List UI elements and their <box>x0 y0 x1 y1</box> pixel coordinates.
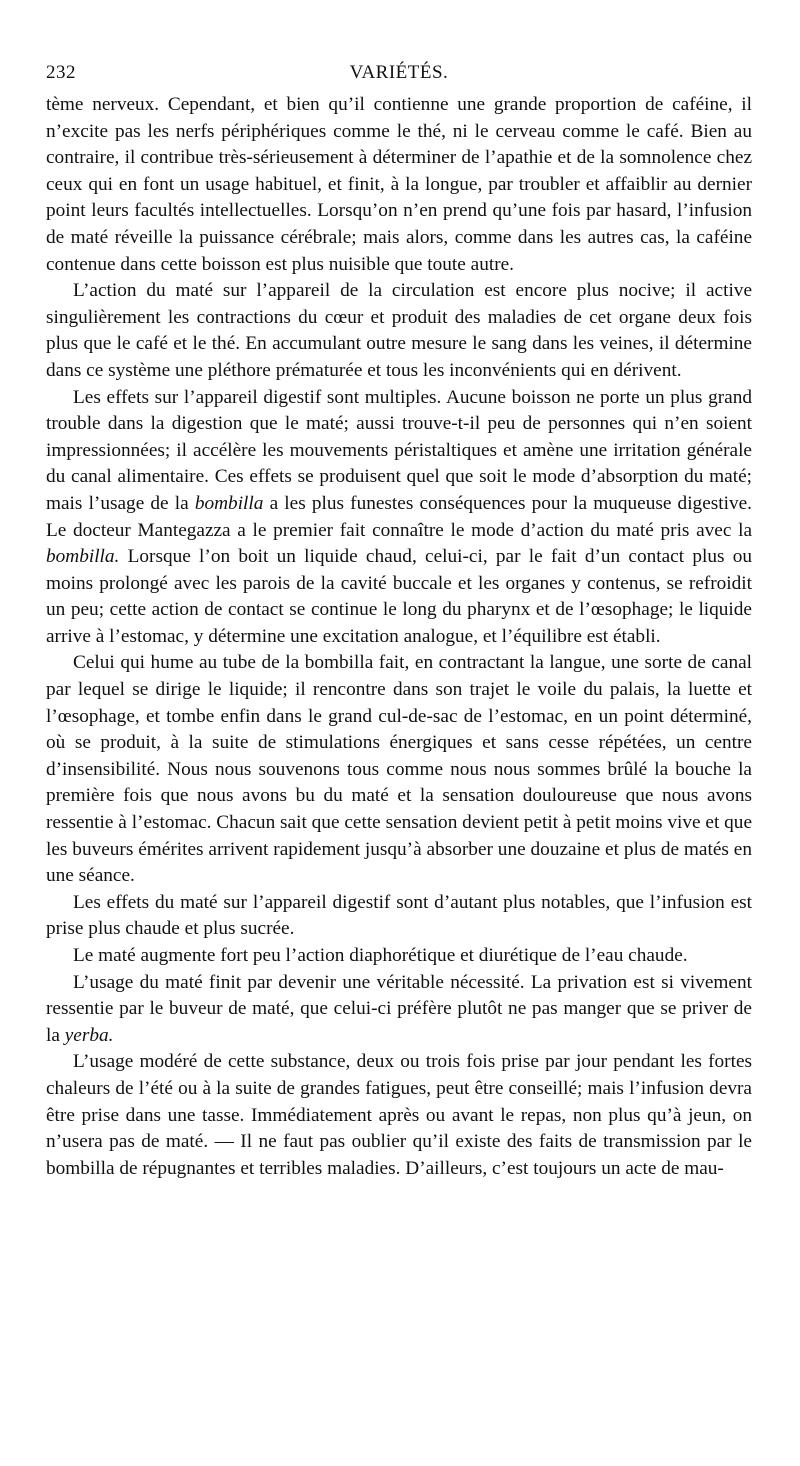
text-run: Lorsque l’on boit un liquide chaud, celui-ci, par le fait d’un contact plus ou moins prolongé avec les parois de la cavité buccale et les organes y contenus, se refroidit un peu; cette action de contact se continue le long du pharynx et de l’œsophage; le liquide arrive à l’estomac, y détermine une excitation analogue, et l’équilibre est établi. <box>46 546 752 647</box>
running-head: VARIÉTÉS. <box>349 62 449 83</box>
text-run: L’usage modéré de cette substance, deux ou trois fois prise par jour pendant les fortes chaleurs de l’été ou à la suite de grandes fatigues, peut être conseillé; mais l’infusion devra être prise dans une tasse. Immédiatement après ou avant le repas, non plus qu’à jeun, on n’usera pas de maté. — Il ne faut pas oublier qu’il existe des faits de transmission par le bombilla de répugnantes et terribles maladies. D’ailleurs, c’est toujours un acte de mau- <box>46 1051 752 1179</box>
paragraph <box>46 890 752 943</box>
paragraph <box>46 650 752 889</box>
body-text <box>46 92 752 1182</box>
text-run: Les effets du maté sur l’appareil digestif sont d’autant plus notables, que l’infusion est prise plus chaude et plus sucrée. <box>46 891 752 940</box>
text-run: Les effets sur l’appareil digestif sont multiples. Aucune boisson ne porte un plus grand trouble dans la digestion que le maté; aussi trouve-t-il peu de personnes qui n’en soient impressionnées; il accélère les mouvements péristaltiques et amène une irritation générale du canal alimentaire. Ces effets se produisent quel que soit le mode d’absorption du maté; mais l’usage de la <box>46 386 752 514</box>
italic-term: bombilla. <box>46 546 120 568</box>
paragraph <box>46 385 752 651</box>
text-run: a les plus funestes conséquences pour la muqueuse digestive. Le docteur Mantegazza a le premier fait connaître le mode d’action du maté pris avec la <box>46 492 752 541</box>
page-number: 232 <box>46 62 76 83</box>
text-run: L’usage du maté finit par devenir une véritable nécessité. La privation est si vivement ressentie par le buveur de maté, que celui-ci préfère plutôt ne pas manger que se priver de la <box>46 971 752 1046</box>
text-run: Le maté augmente fort peu l’action diaphorétique et diurétique de l’eau chaude. <box>73 945 688 966</box>
paragraph <box>46 943 752 970</box>
italic-term: bombilla <box>194 492 264 514</box>
text-run: Celui qui hume au tube de la bombilla fait, en contractant la langue, une sorte de canal par lequel se dirige le liquide; il rencontre dans son trajet le voile du palais, la luette et l’œsophage, et tombe enfin dans le grand cul-de-sac de l’estomac, en un point déterminé, où se produit, à la suite de stimulations énergiques et sans cesse répétées, un centre d’insensibilité. Nous nous souvenons tous comme nous nous sommes brûlé la bouche la première fois que nous avons bu du maté et la sensation douloureuse que nous avons ressentie à l’estomac. Chacun sait que cette sensation devient petit à petit moins vive et que les buveurs émérites arrivent rapidement jusqu’à absorber une douzaine et plus de matés en une séance. <box>46 652 752 887</box>
paragraph <box>46 92 752 278</box>
paragraph <box>46 1049 752 1182</box>
italic-term: yerba. <box>64 1024 114 1046</box>
text-run: tème nerveux. Cependant, et bien qu’il contienne une grande proportion de caféine, il n’excite pas les nerfs périphériques comme le thé, ni le cerveau comme le café. Bien au contraire, il contribue très-sérieusement à déterminer de l’apathie et de la somnolence chez ceux qui en font un usage habituel, et finit, à la longue, par troubler et affaiblir au dernier point leurs facultés intellectuelles. Lorsqu’on n’en prend qu’une fois par hasard, l’infusion de maté réveille la puissance cérébrale; mais alors, comme dans les autres cas, la caféine contenue dans cette boisson est plus nuisible que toute autre. <box>46 94 752 275</box>
text-run: L’action du maté sur l’appareil de la circulation est encore plus nocive; il active singulièrement les contractions du cœur et produit des maladies de cet organe deux fois plus que le café et le thé. En accumulant outre mesure le sang dans les veines, il détermine dans ce système une pléthore prématurée et tous les inconvénients qui en dérivent. <box>46 280 752 381</box>
paragraph <box>46 970 752 1050</box>
paragraph <box>46 278 752 384</box>
page-header <box>46 48 752 83</box>
